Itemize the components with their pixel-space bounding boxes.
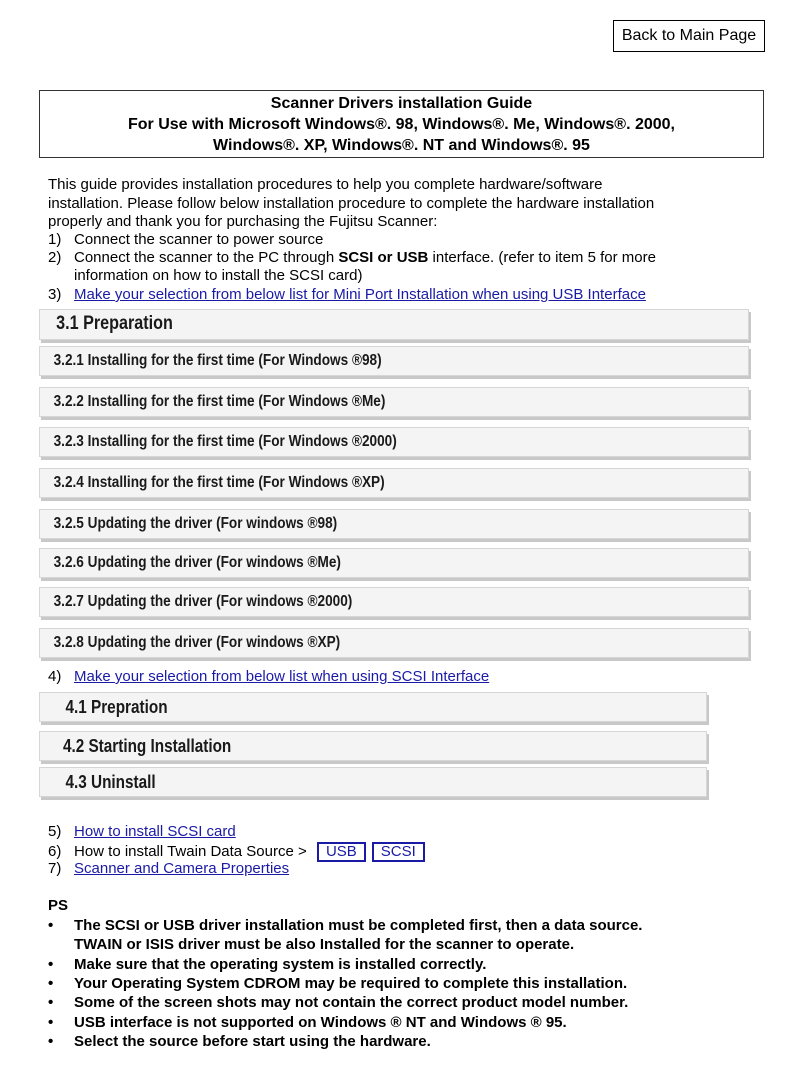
bar-label: 3.2.2 Installing for the first time (For Windows ®Me) xyxy=(53,393,386,410)
ps-bullet xyxy=(48,1032,431,1051)
intro-line-1: This guide provides installation procedures to help you complete hardware/software xyxy=(48,176,603,193)
step-2 xyxy=(48,249,656,268)
bullet-text: Make sure that the operating system is installed correctly. xyxy=(74,956,487,973)
intro-line-2: installation. Please follow below installation procedure to complete the hardware installation xyxy=(48,194,655,212)
page-title xyxy=(39,90,764,158)
bar-label: 4.2 Starting Installation xyxy=(62,736,232,756)
step-number: 7) xyxy=(48,860,62,877)
step-1 xyxy=(48,231,323,250)
bullet-icon: • xyxy=(48,1033,54,1050)
usb-section-bar[interactable] xyxy=(39,346,749,376)
bar-label: 3.2.3 Installing for the first time (For Windows ®2000) xyxy=(53,433,397,450)
usb-section-bar[interactable] xyxy=(39,628,749,658)
usb-twain-button[interactable]: USB xyxy=(317,842,366,862)
bar-label: 3.2.1 Installing for the first time (For Windows ®98) xyxy=(53,352,382,369)
scsi-card-link[interactable]: How to install SCSI card xyxy=(74,823,236,840)
bar-label: 4.3 Uninstall xyxy=(65,772,156,792)
step-text: Connect the scanner to the PC through xyxy=(74,249,339,266)
usb-interface-link[interactable]: Make your selection from below list for Mini Port Installation when using USB Interface xyxy=(74,286,646,303)
step-text: Connect the scanner to power source xyxy=(74,231,324,248)
intro-paragraph xyxy=(48,176,748,232)
bar-label: 3.2.4 Installing for the first time (For Windows ®XP) xyxy=(53,474,385,491)
step-number: 1) xyxy=(48,231,62,248)
usb-section-bar[interactable] xyxy=(39,468,749,498)
step-4 xyxy=(48,668,489,687)
usb-section-bar[interactable] xyxy=(39,548,749,578)
bullet-text: USB interface is not supported on Windows ® NT and Windows ® 95. xyxy=(74,1014,567,1031)
title-line-1: Scanner Drivers installation Guide xyxy=(270,95,533,112)
bar-label: 4.1 Prepration xyxy=(65,697,168,717)
bar-label: 3.1 Preparation xyxy=(56,313,173,334)
bullet-icon: • xyxy=(48,994,54,1011)
bullet-icon: • xyxy=(48,975,54,992)
bar-label: 3.2.5 Updating the driver (For windows ®98) xyxy=(53,515,338,532)
bullet-text: The SCSI or USB driver installation must be completed first, then a data source. xyxy=(74,917,643,934)
scsi-section-bar[interactable] xyxy=(39,692,707,722)
usb-section-bar[interactable] xyxy=(39,427,749,457)
step-number: 4) xyxy=(48,668,62,685)
step-number: 2) xyxy=(48,249,62,266)
back-to-main-page-button[interactable]: Back to Main Page xyxy=(613,20,765,52)
scsi-twain-button[interactable]: SCSI xyxy=(372,842,425,862)
bullet-icon: • xyxy=(48,956,54,973)
title-line-2: For Use with Microsoft Windows®. 98, Windows®. Me, Windows®. 2000, xyxy=(128,116,675,133)
usb-section-bar[interactable] xyxy=(39,509,749,539)
intro-line-3: properly and thank you for purchasing the Fujitsu Scanner: xyxy=(48,213,438,230)
title-line-3: Windows®. XP, Windows®. NT and Windows®. 95 xyxy=(213,137,590,154)
scsi-section-bar[interactable] xyxy=(39,731,707,761)
scanner-camera-properties-link[interactable]: Scanner and Camera Properties xyxy=(74,860,290,877)
bullet-icon: • xyxy=(48,1014,54,1031)
step-6 xyxy=(48,842,425,862)
bar-label: 3.2.7 Updating the driver (For windows ®2000) xyxy=(53,593,353,610)
bullet-text: Select the source before start using the hardware. xyxy=(74,1033,431,1050)
step-2-continued: information on how to install the SCSI card) xyxy=(74,267,363,284)
bullet-icon: • xyxy=(48,917,54,934)
step-text-bold: SCSI or USB xyxy=(338,249,429,266)
ps-bullet xyxy=(48,974,627,993)
usb-section-bar[interactable] xyxy=(39,309,749,340)
bullet-text: Your Operating System CDROM may be required to complete this installation. xyxy=(74,975,628,992)
ps-bullet xyxy=(48,1013,567,1032)
step-3 xyxy=(48,286,646,305)
step-5 xyxy=(48,823,236,842)
ps-bullet xyxy=(48,993,628,1012)
ps-heading: PS xyxy=(48,897,69,914)
ps-bullet-continued: TWAIN or ISIS driver must be also Installed for the scanner to operate. xyxy=(74,936,575,953)
ps-bullet xyxy=(48,916,642,935)
step-number: 3) xyxy=(48,286,62,303)
usb-section-bar[interactable] xyxy=(39,387,749,417)
ps-bullet xyxy=(48,955,486,974)
scsi-interface-link[interactable]: Make your selection from below list when using SCSI Interface xyxy=(74,668,490,685)
step-number: 6) xyxy=(48,843,62,860)
step-7 xyxy=(48,860,289,879)
step-text: How to install Twain Data Source > xyxy=(74,843,311,860)
usb-section-bar[interactable] xyxy=(39,587,749,617)
step-number: 5) xyxy=(48,823,62,840)
bar-label: 3.2.8 Updating the driver (For windows ®XP) xyxy=(53,634,341,651)
scsi-section-bar[interactable] xyxy=(39,767,707,797)
step-text: interface. (refer to item 5 for more xyxy=(428,249,656,266)
bar-label: 3.2.6 Updating the driver (For windows ®Me) xyxy=(53,554,341,571)
bullet-text: Some of the screen shots may not contain the correct product model number. xyxy=(74,994,629,1011)
